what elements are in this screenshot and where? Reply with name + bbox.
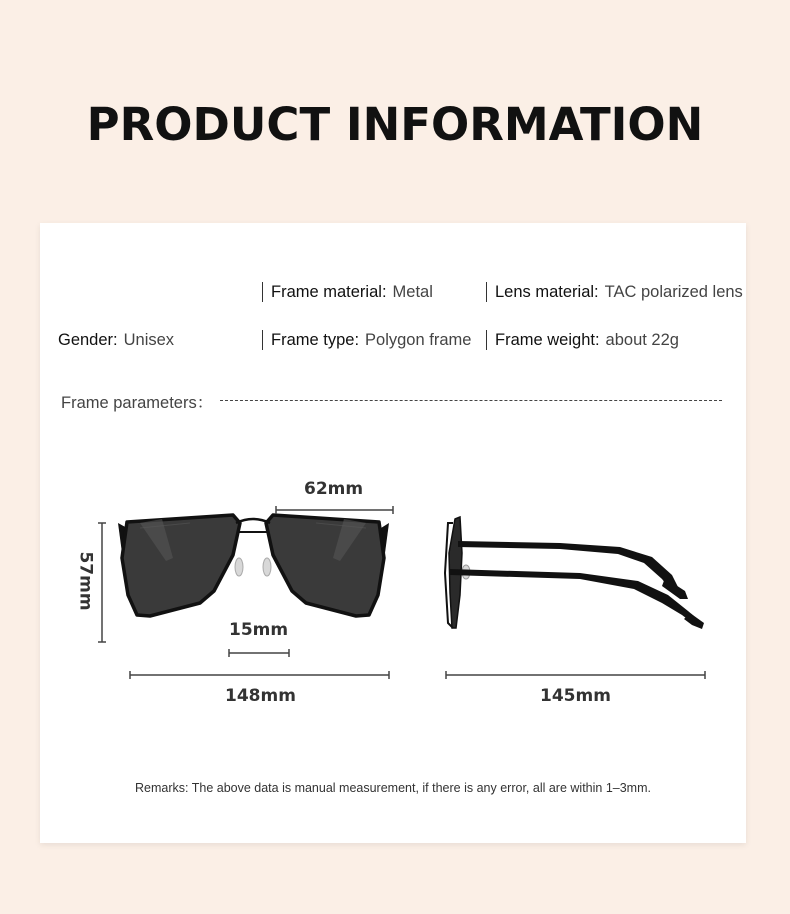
left-lens xyxy=(122,515,240,616)
dimension-frame-width: 148mm xyxy=(225,686,296,706)
spec-label: Frame weight: xyxy=(495,331,600,349)
spec-value: TAC polarized lens xyxy=(604,283,743,301)
remarks-text: Remarks: The above data is manual measurement, if there is any error, all are within 1–3mm. xyxy=(135,781,651,795)
spec-value: Unisex xyxy=(123,331,175,349)
page-title: PRODUCT INFORMATION xyxy=(86,98,704,151)
spec-value: Metal xyxy=(392,283,433,301)
frame-parameters-label: Frame parameters： xyxy=(61,394,214,412)
spec-value: about 22g xyxy=(605,331,679,349)
dimension-lens-width: 62mm xyxy=(304,479,364,499)
right-nose-pad xyxy=(263,558,271,576)
spec-value: Polygon frame xyxy=(365,331,472,349)
left-nose-pad xyxy=(235,558,243,576)
side-view-glasses xyxy=(445,517,704,629)
spec-label: Frame material: xyxy=(271,283,387,301)
spec-label: Lens material: xyxy=(495,283,599,301)
front-view-glasses xyxy=(118,515,389,616)
glasses-diagram xyxy=(40,223,746,843)
spec-label: Frame type: xyxy=(271,331,360,349)
dimension-lens-height: 57mm xyxy=(75,551,96,611)
product-info-card xyxy=(40,223,746,843)
spec-label: Gender: xyxy=(58,331,118,349)
right-lens xyxy=(266,515,384,616)
dimension-temple-length: 145mm xyxy=(540,686,611,706)
dimension-bridge-width: 15mm xyxy=(229,620,289,640)
